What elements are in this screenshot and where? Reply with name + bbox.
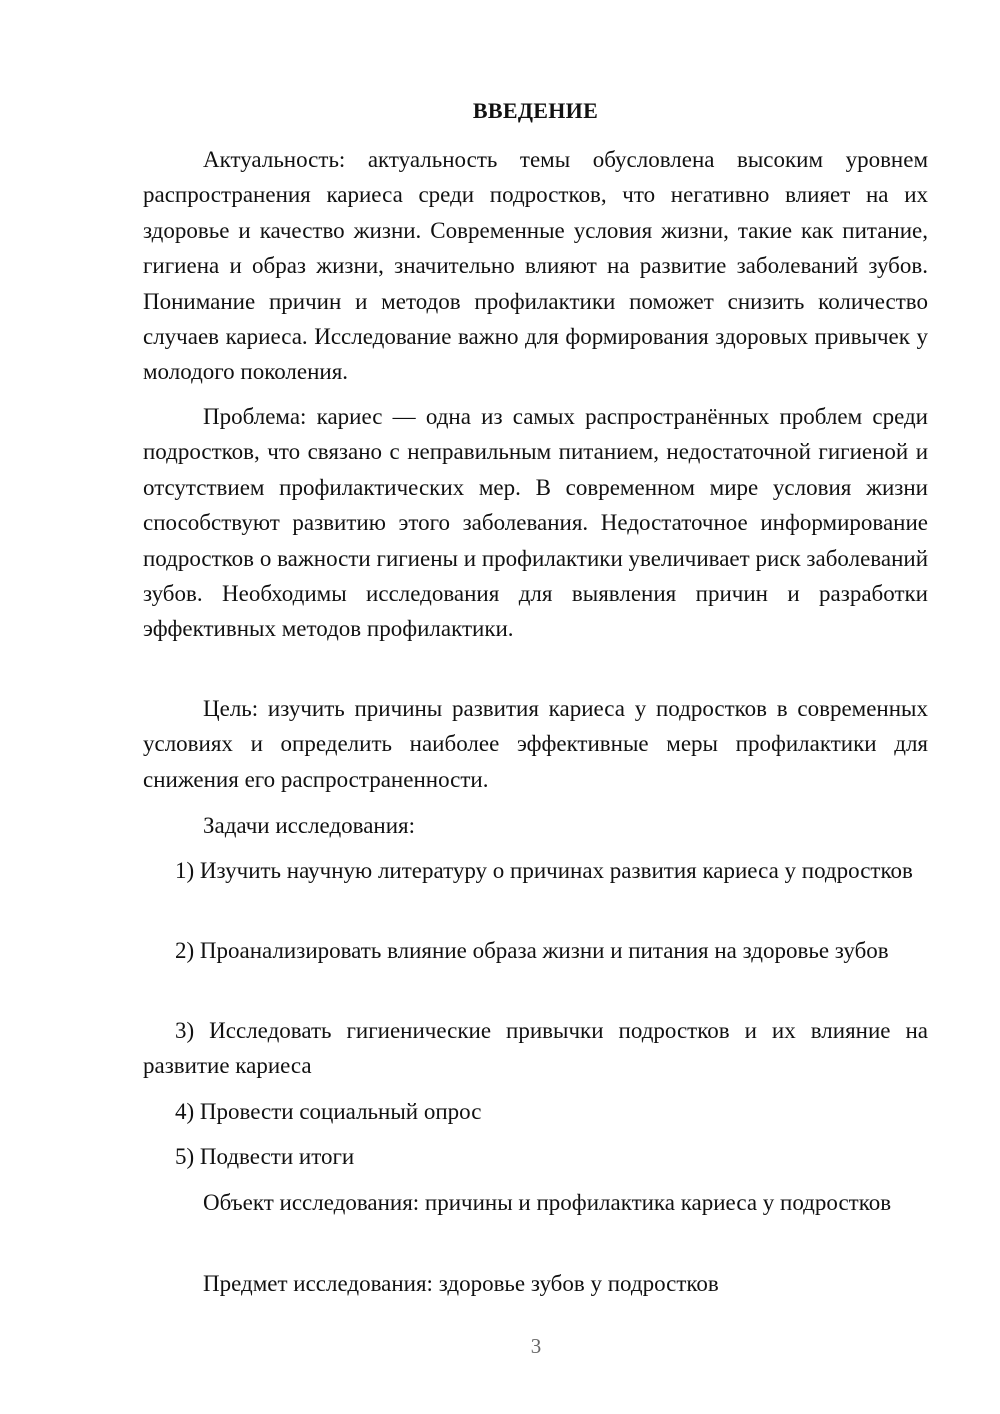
paragraph-object: Объект исследования: причины и профилактика кариеса у подростков (203, 1190, 892, 1215)
paragraph-subject: Предмет исследования: здоровье зубов у подростков (203, 1271, 719, 1296)
tasks-heading: Задачи исследования: (203, 813, 416, 838)
task-item-5: 5) Подвести итоги (175, 1144, 355, 1169)
paragraph-relevance: Актуальность: актуальность темы обусловлена высоким уровнем распространения кариеса среди подростков, что негативно влияет на их здоровье и качество жизни. Современные условия жизни, такие как питание, гигиена и образ жизни, значительно влияют на развитие заболеваний зубов. Понимание причин и методов профилактики поможет снизить количество случаев кариеса. Исследование важно для формирования здоровых привычек у молодого поколения. (143, 147, 928, 385)
paragraph-goal: Цель: изучить причины развития кариеса у подростков в современных условиях и определить наиболее эффективные меры профилактики для снижения его распространенности. (143, 696, 928, 792)
page-title: ВВЕДЕНИЕ (472, 98, 599, 123)
task-item-4: 4) Провести социальный опрос (175, 1099, 482, 1124)
task-item-1: 1) Изучить научную литературу о причинах развития кариеса у подростков (175, 858, 913, 883)
paragraph-problem: Проблема: кариес — одна из самых распространённых проблем среди подростков, что связано с неправильным питанием, недостаточной гигиеной и отсутствием профилактических мер. В современном мире условия жизни способствуют развитию этого заболевания. Недостаточное информирование подростков о важности гигиены и профилактики увеличивает риск заболеваний зубов. Необходимы исследования для выявления причин и разработки эффективных методов профилактики. (143, 404, 928, 642)
page-number: 3 (530, 1334, 542, 1358)
task-item-2: 2) Проанализировать влияние образа жизни и питания на здоровье зубов (175, 938, 889, 963)
task-item-3: 3) Исследовать гигиенические привычки подростков и их влияние на развитие кариеса (143, 1018, 928, 1079)
